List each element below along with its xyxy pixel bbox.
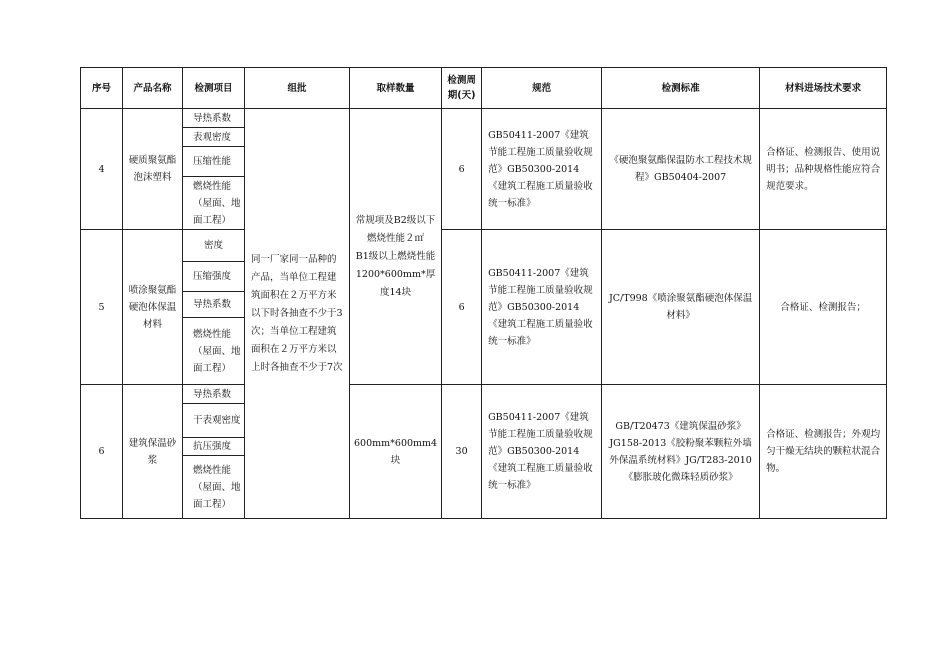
table-row: [81, 385, 887, 404]
product-name: 喷涂聚氨酯硬泡体保温材料: [123, 230, 183, 385]
test-item: 燃烧性能（屋面、地面工程）: [183, 177, 245, 230]
row-no: 4: [81, 109, 123, 230]
norm: GB50411-2007《建筑节能工程施工质量验收规范》GB50300-2014《建筑工程施工质量验收统一标准》: [482, 109, 602, 230]
norm: GB50411-2007《建筑节能工程施工质量验收规范》GB50300-2014《建筑工程施工质量验收统一标准》: [482, 230, 602, 385]
header-period: [442, 68, 482, 109]
header-product-name: 产品名称: [123, 68, 183, 109]
standard: JC/T998《喷涂聚氨酯硬泡体保温材料》: [602, 230, 760, 385]
row-no: 6: [81, 385, 123, 519]
standard: GB/T20473《建筑保温砂浆》JG158-2013《胶粉聚苯颗粒外墙外保温系统材料》JG/T283-2010《膨胀玻化微珠轻质砂浆》: [602, 385, 760, 519]
test-item: 干表观密度: [183, 404, 245, 438]
requirement: 合格证、检测报告；: [760, 230, 887, 385]
period: 30: [442, 385, 482, 519]
test-item: 表观密度: [183, 128, 245, 147]
test-item: 压缩性能: [183, 147, 245, 177]
row-no: 5: [81, 230, 123, 385]
header-norm: 规范: [482, 68, 602, 109]
table-row: [81, 230, 887, 262]
requirement: 合格证、检测报告；外观均匀干燥无结块的颗粒状混合物。: [760, 385, 887, 519]
requirement: 合格证、检测报告、使用说明书；品种规格性能应符合规范要求。: [760, 109, 887, 230]
sample-qty-shared: [350, 109, 442, 385]
test-item: 导热系数: [183, 385, 245, 404]
header-requirement: 材料进场技术要求: [760, 68, 887, 109]
test-item: 密度: [183, 230, 245, 262]
sample-qty-shared-text: 常规项及B2级以下燃烧性能２㎡ B1级以上燃烧性能1200*600mm*厚度14块: [355, 214, 436, 298]
product-name: 建筑保温砂浆: [123, 385, 183, 519]
group-batch-text: 同一厂家同一品种的产品，当单位工程建筑面积在２万平方米以下时各抽查不少于3次；当单位工程建筑面积在２万平方米以上时各抽查不少于7次: [251, 253, 343, 373]
header-standard: 检测标准: [602, 68, 760, 109]
spec-table: [80, 67, 887, 519]
header-batch: 组批: [245, 68, 350, 109]
norm: GB50411-2007《建筑节能工程施工质量验收规范》GB50300-2014《建筑工程施工质量验收统一标准》: [482, 385, 602, 519]
test-item: 压缩强度: [183, 262, 245, 292]
header-sample-qty: 取样数量: [350, 68, 442, 109]
product-name: 硬质聚氨酯泡沫塑料: [123, 109, 183, 230]
test-item: 导热系数: [183, 109, 245, 128]
table-row: [81, 109, 887, 128]
test-item: 燃烧性能（屋面、地面工程）: [183, 318, 245, 385]
standard: 《硬泡聚氨酯保温防水工程技术规程》GB50404-2007: [602, 109, 760, 230]
sample-qty: 600mm*600mm4块: [350, 385, 442, 519]
test-item: 抗压强度: [183, 438, 245, 456]
header-row: [81, 68, 887, 109]
test-item: 导热系数: [183, 292, 245, 318]
period: 6: [442, 109, 482, 230]
group-batch: [245, 109, 350, 519]
header-test-item: 检测项目: [183, 68, 245, 109]
header-no: 序号: [81, 68, 123, 109]
header-period-label: 检测周 期(天): [447, 75, 476, 101]
period: 6: [442, 230, 482, 385]
test-item: 燃烧性能（屋面、地面工程）: [183, 456, 245, 519]
